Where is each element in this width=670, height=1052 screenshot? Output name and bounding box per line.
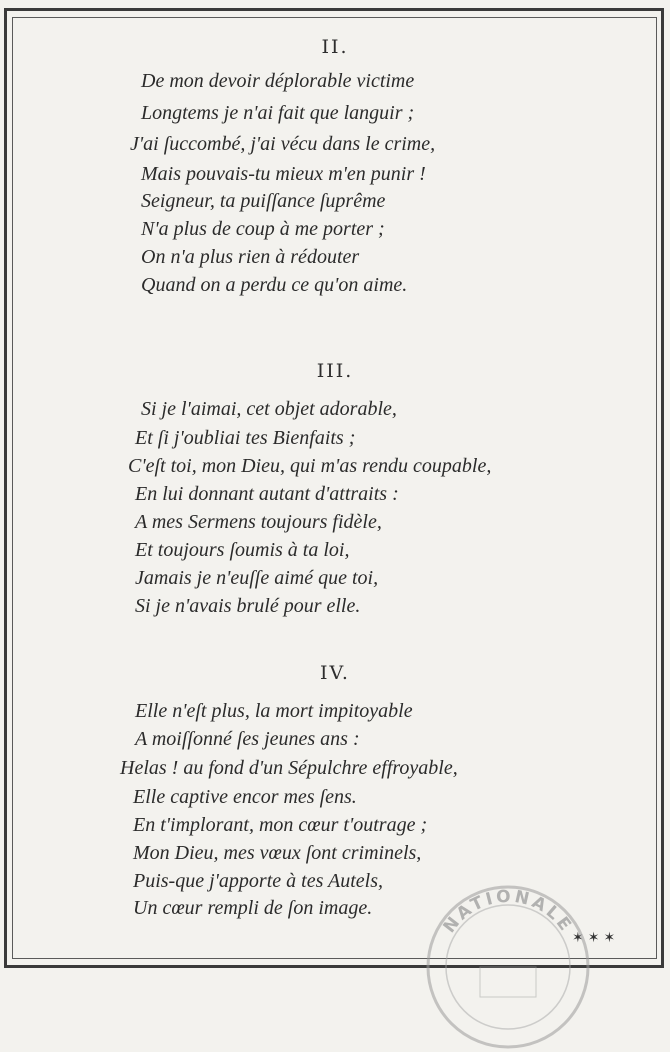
svg-text:NATIONALE [440,887,577,937]
verse-line: A mes Sermens toujours fidèle, [135,511,382,533]
verse-line: A moiſſonné ſes jeunes ans : [135,728,360,750]
verse-line: Un cœur rempli de ſon image. [133,897,373,919]
verse-line: J'ai ſuccombé, j'ai vécu dans le crime, [130,133,436,155]
verse-line: Helas ! au fond d'un Sépulchre effroyable, [120,757,458,779]
stanza-number: IV. [320,662,350,684]
verse-line: C'eſt toi, mon Dieu, qui m'as rendu coupable, [128,455,492,477]
verse-line: Et toujours ſoumis à ta loi, [135,539,350,561]
stanza-number: II. [321,36,349,58]
stanza-number: III. [316,360,354,382]
verse-line: Mais pouvais-tu mieux m'en punir ! [141,163,426,185]
verse-line: Mon Dieu, mes vœux ſont criminels, [133,842,422,864]
verse-line: Elle captive encor mes ſens. [133,786,357,808]
ornament-stars: ✶✶✶ [572,930,620,946]
library-stamp-icon [418,872,598,1052]
verse-line: Jamais je n'euſſe aimé que toi, [135,567,379,589]
stamp-text: NATIONALE [439,886,577,938]
verse-line: On n'a plus rien à rédouter [141,246,360,268]
verse-line: Si je l'aimai, cet objet adorable, [141,398,397,420]
verse-line: N'a plus de coup à me porter ; [141,218,385,240]
verse-line: Elle n'eſt plus, la mort impitoyable [135,700,413,722]
verse-line: Longtems je n'ai fait que languir ; [141,102,415,124]
verse-line: En lui donnant autant d'attraits : [135,483,399,505]
verse-line: Quand on a perdu ce qu'on aime. [141,274,408,296]
verse-line: Seigneur, ta puiſſance ſuprême [141,190,386,212]
verse-line: En t'implorant, mon cœur t'outrage ; [133,814,428,836]
verse-line: De mon devoir déplorable victime [141,70,415,92]
verse-line: Puis-que j'apporte à tes Autels, [133,870,383,892]
verse-line: Et ſi j'oubliai tes Bienfaits ; [135,427,356,449]
verse-line: Si je n'avais brulé pour elle. [135,595,361,617]
